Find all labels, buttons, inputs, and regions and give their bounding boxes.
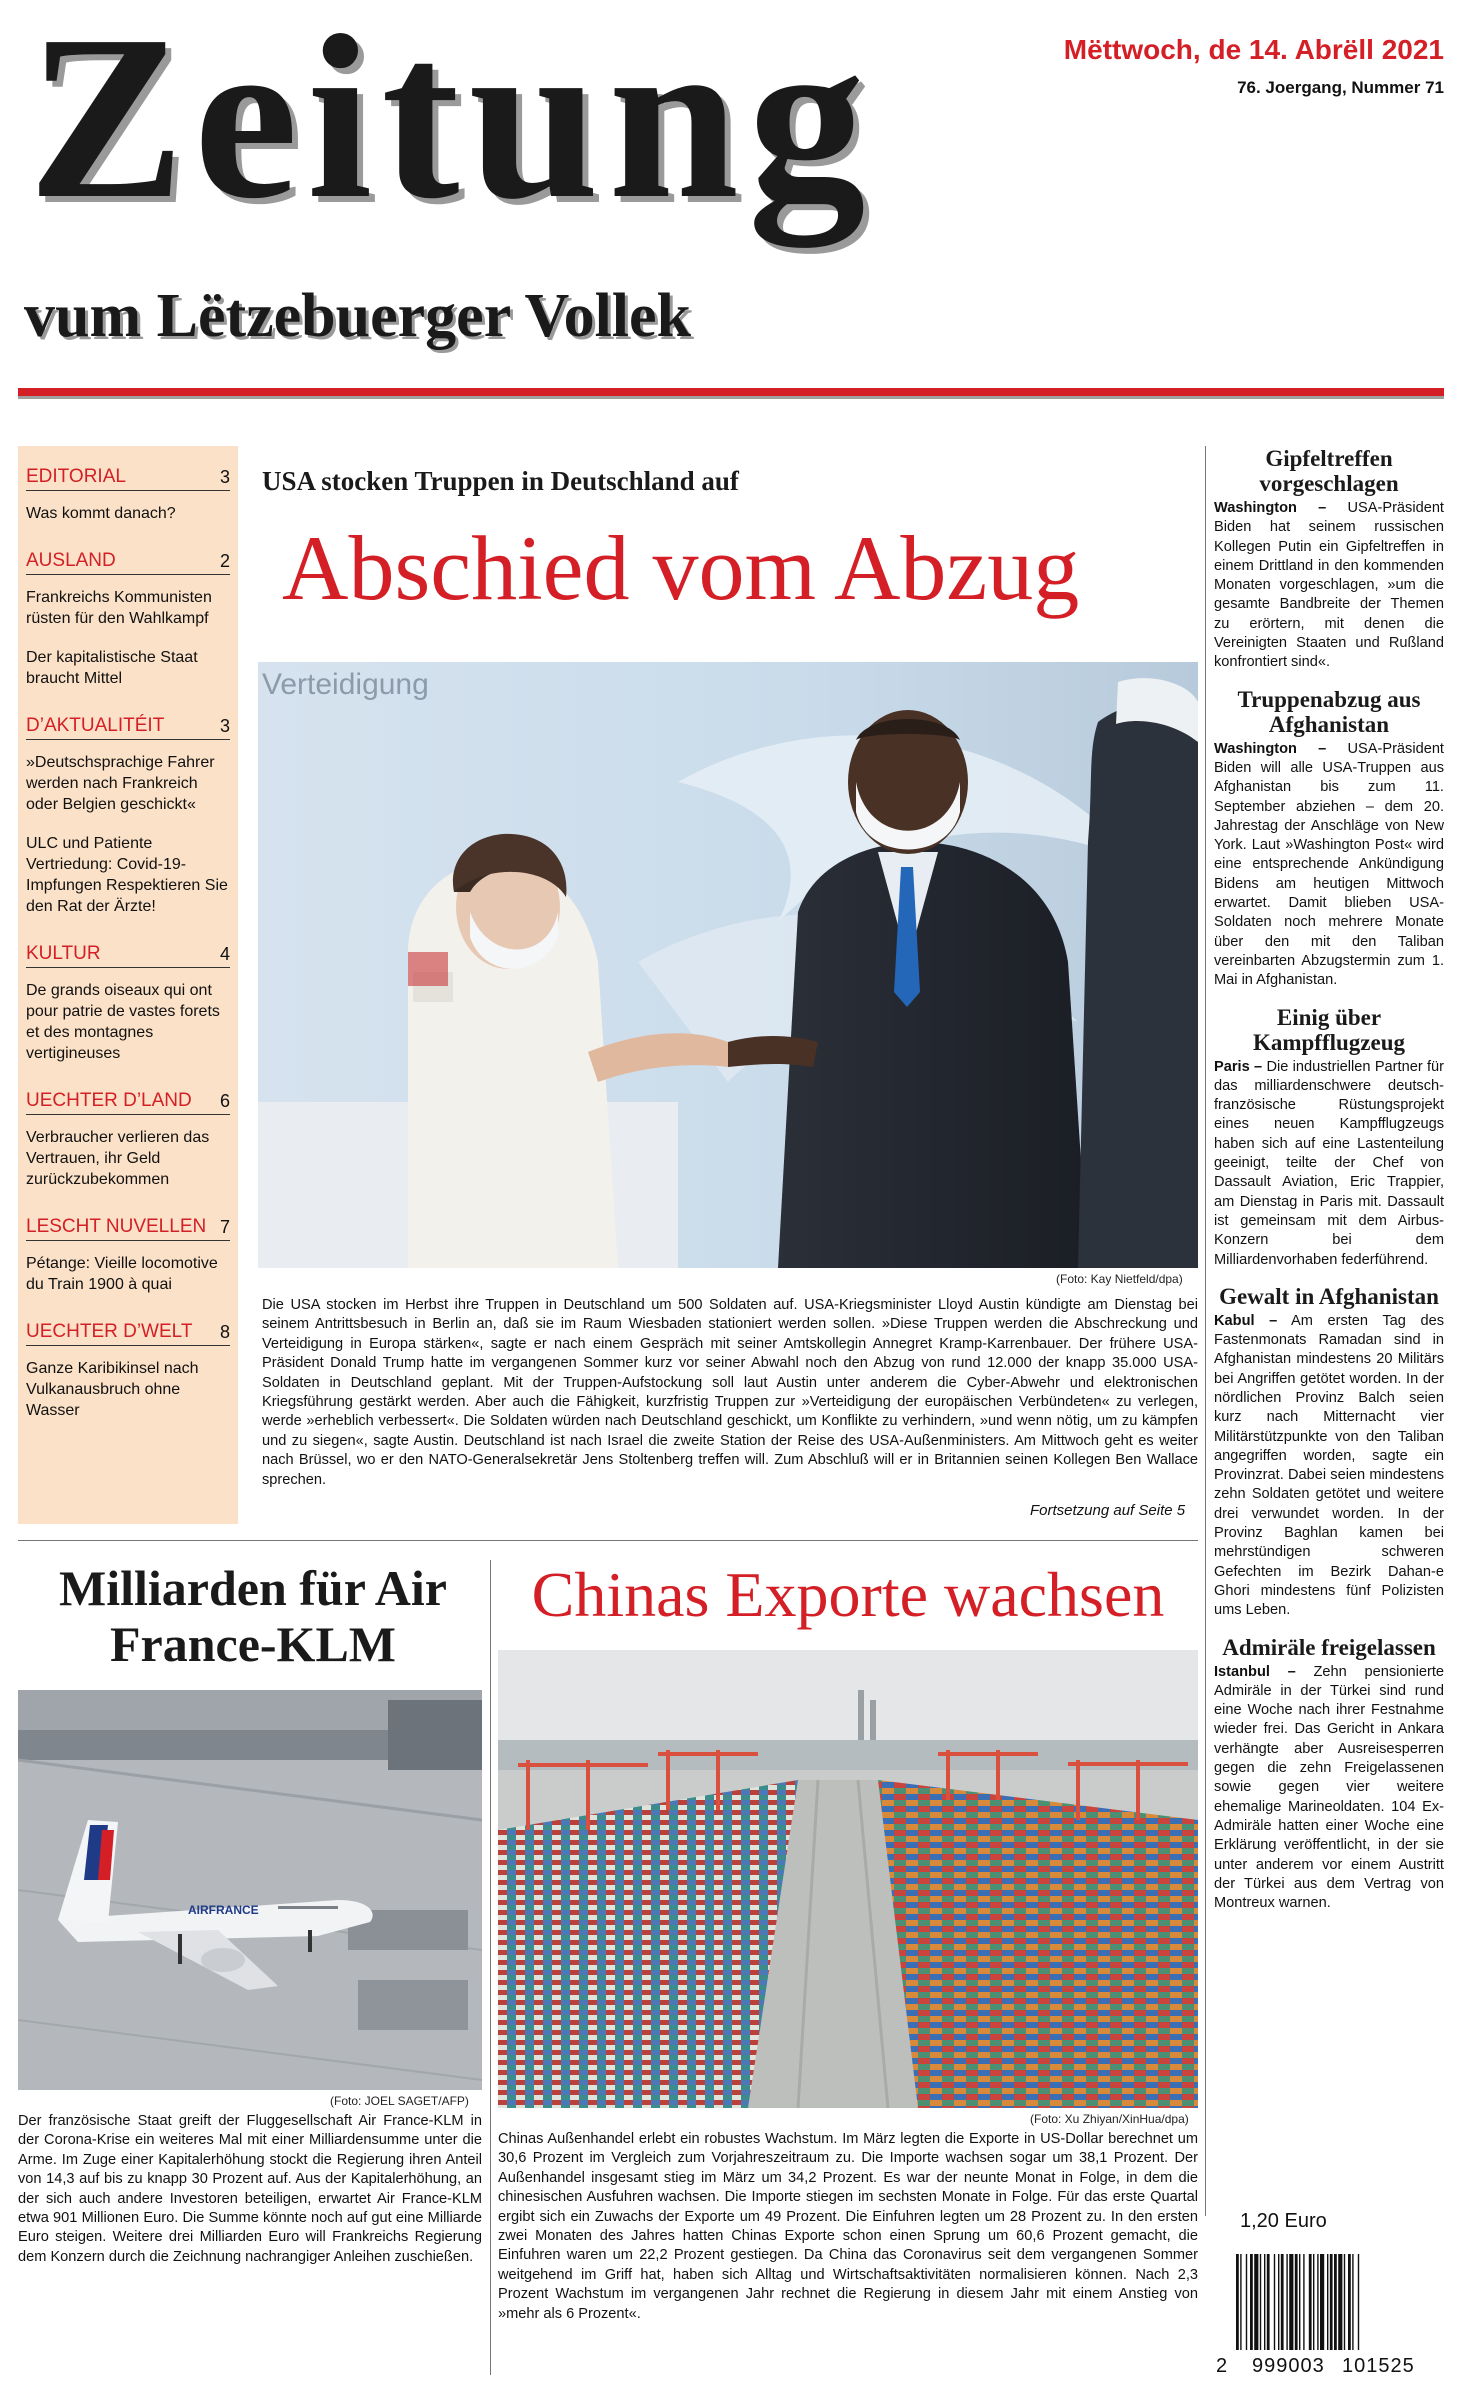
brief-body: [1214, 740, 1444, 991]
brief-item: [1214, 1635, 1444, 1914]
barcode-bar: [1299, 2254, 1300, 2350]
index-item[interactable]: Verbraucher verlieren das Vertrauen, ihr Geld zurückzubekommen: [26, 1129, 210, 1188]
barcode-bar: [1327, 2254, 1328, 2350]
index-section-name: EDITORIAL: [26, 466, 126, 487]
air-france-photo-credit: (Foto: JOEL SAGET/AFP): [330, 2094, 469, 2108]
index-item[interactable]: Der kapitalistische Staat braucht Mittel: [26, 649, 198, 687]
lead-photo-illustration: [258, 662, 1198, 1268]
china-port-photo: [498, 1650, 1198, 2108]
news-briefs: [1214, 446, 1444, 2216]
column-rule: [490, 1560, 491, 2375]
index-section: [26, 1321, 230, 1421]
section-rule: [18, 1540, 1198, 1541]
index-section-heading[interactable]: [26, 1216, 230, 1241]
china-headline[interactable]: Chinas Exporte wachsen: [531, 1559, 1165, 1630]
index-section: [26, 943, 230, 1064]
index-section-name: KULTUR: [26, 943, 101, 964]
barcode-bar: [1348, 2254, 1351, 2350]
index-section: [26, 1216, 230, 1295]
index-item[interactable]: Was kommt danach?: [26, 505, 176, 522]
brief-title[interactable]: Admiräle freigelassen: [1222, 1634, 1436, 1660]
index-section: [26, 1090, 230, 1190]
index-section-heading[interactable]: [26, 550, 230, 575]
index-section: [26, 466, 230, 524]
barcode-bar: [1320, 2254, 1324, 2350]
lead-photo: [258, 662, 1198, 1268]
photo-background-text: Verteidigung: [262, 668, 429, 701]
lead-headline[interactable]: Abschied vom Abzug: [282, 517, 1080, 619]
air-france-body: Der französische Staat greift der Fluggesellschaft Air France-KLM in der Corona-Krise ein weiteres Mal mit einer Milliardensumme unter die Arme. Im Zuge einer Kapitalerhöhung stockt die Regierung ihren Anteil von 14,3 auf bis zu knapp 30 Prozent auf. Aus der Kapitalerhöhung, an der sich auch andere Investoren beteiligen, erwartet Air France-KLM etwa 901 Millionen Euro. Die Summe könnte noch auf gut eine Milliarde Euro steigen. Weitere drei Milliarden Euro will Frankreichs Regierung dem Konzern durch die Zeichnung nachrangiger Anleihen zuschießen.: [18, 2113, 482, 2265]
brief-dateline: Washington –: [1214, 740, 1327, 757]
barcode-bar: [1334, 2254, 1337, 2350]
barcode-bar: [1267, 2254, 1270, 2350]
barcode-bar: [1358, 2254, 1359, 2350]
index-section-name: AUSLAND: [26, 550, 116, 571]
index-item[interactable]: De grands oiseaux qui ont pour patrie de vastes forets et des montagnes vertigineuses: [26, 982, 220, 1062]
brief-text: USA-Präsident Biden hat seinem russischen Kollegen Putin ein Gipfeltreffen in einem Drittland in den kommenden Monaten vorgeschlagen, »um die gesamte Bandbreite der Themen zu erörtern, mit denen die Vereinigten Staaten und Rußland konfrontiert sind«.: [1214, 500, 1444, 671]
air-france-headline[interactable]: Milliarden für Air France-KLM: [59, 1560, 447, 1672]
brief-body: [1214, 1058, 1444, 1270]
plane-livery-text: AIRFRANCE: [188, 1903, 259, 1917]
barcode-digits-right: 101525: [1342, 2355, 1415, 2375]
barcode-bar: [1274, 2254, 1275, 2350]
barcode-bar: [1295, 2254, 1298, 2350]
brief-dateline: Washington –: [1214, 500, 1327, 516]
air-france-photo: [18, 1690, 482, 2090]
barcode-bar: [1330, 2254, 1333, 2350]
brief-text: USA-Präsident Biden will alle USA-Truppen aus Afghanistan bis zum 11. September abziehen – dem 20. Jahrestag der Anschläge von New York. Laut »Washington Post« wird eine entsprechende Ankündigung Bidens am heutigen Mittwoch erwartet. Damit blieben USA-Soldaten noch mehrere Monate über den mit den Taliban vereinbarten Abzugstermin zum 1. Mai in Afghanistan.: [1214, 740, 1444, 989]
lead-body: Die USA stocken im Herbst ihre Truppen in Deutschland um 500 Soldaten auf. USA-Kriegsminister Lloyd Austin kündigte am Dienstag bei seinem Antrittsbesuch in Berlin an, daß sie im Raum Wiesbaden stationiert werden sollen. »Diese Truppen werden die Abschreckung und Verteidigung in Europa stärken«, sagte er nach einem Gespräch mit seiner Amtskollegin Annegret Kramp-Karrenbauer. Der frühere USA-Präsident Donald Trump hatte im vergangenen Sommer kurz vor seiner Abwahl noch den Abzug von rund 12.000 der knapp 35.000 USA-Soldaten in Deutschland geplant. Mit der Truppen-Aufstockung soll laut Austin unter anderem die Cyber-Abwehr und elektronischen Kriegsführung gestärkt werden. Aber auch die Fähigkeit, kurzfristig Truppen zur »Verteidigung der europäischen Verbündeten« zu verlegen, werde »erheblich verbessert«. Die Soldaten würden nach Deutschland geschickt, um Konflikte zu verhindern, »und wenn nötig, um zu kämpfen und zu siegen«, sagte Austin. Deutschland ist nach Israel die zweite Station der Reise des USA-Außenministers. Am Mittwoch geht es weiter nach Brüssel, wo er den NATO-Generalsekretär Jens Stoltenberg treffen will. Zum Abschluß will er in Britannien seinen Kollegen Ben Wallace sprechen.: [262, 1297, 1198, 1488]
index-item[interactable]: Frankreichs Kommunisten rüsten für den Wahlkampf: [26, 589, 212, 627]
barcode-bar: [1260, 2254, 1261, 2350]
barcode-bar: [1352, 2254, 1353, 2350]
barcode-bar: [1264, 2254, 1265, 2350]
index-page-number: 8: [219, 1322, 230, 1342]
lead-photo-credit: (Foto: Kay Nietfeld/dpa): [1056, 1272, 1183, 1286]
china-port-photo-illustration: [498, 1650, 1198, 2108]
barcode-bars: [1214, 2250, 1444, 2375]
brief-title[interactable]: Gipfeltreffen vorgeschlagen: [1259, 446, 1399, 496]
index-page-number: 6: [219, 1091, 230, 1111]
brief-title[interactable]: Gewalt in Afghanistan: [1219, 1283, 1439, 1309]
barcode-digits-left: 999003: [1252, 2355, 1325, 2375]
index-item[interactable]: Pétange: Vieille locomotive du Train 1900 à quai: [26, 1255, 218, 1293]
index-page-number: 7: [219, 1217, 230, 1237]
masthead-rule: [18, 388, 1444, 399]
index-item[interactable]: Ganze Karibikinsel nach Vulkanausbruch ohne Wasser: [26, 1360, 199, 1419]
index-page-number: 3: [219, 716, 230, 736]
brief-item: [1214, 1005, 1444, 1270]
index-section-name: UECHTER D’WELT: [26, 1321, 193, 1342]
index-section-heading[interactable]: [26, 1321, 230, 1346]
barcode-bar: [1250, 2254, 1253, 2350]
brief-body: [1214, 1312, 1444, 1621]
barcode-bar: [1236, 2254, 1239, 2350]
lead-kicker: USA stocken Truppen in Deutschland auf: [262, 466, 739, 496]
brief-text: Am ersten Tag des Fastenmonats Ramadan sind in Afghanistan mindestens 20 Militärs bei Angriffen getötet worden. In der nördlichen Provinz Balch seien kurz nach Mitternacht vier Militärstützpunkte von den Taliban angegriffen worden, sagte ein Provinzrat. Dabei seien mindestens zehn Soldaten getötet und weitere drei verwundet worden. In der Provinz Baghlan kamen bei mehrstündigen schweren Gefechten im Bezirk Dahan-e Ghori mindestens fünf Polizisten ums Leben.: [1214, 1312, 1444, 1619]
brief-text: Die industriellen Partner für das milliardenschwere deutsch-französische Rüstungsprojekt eines neuen Kampfflugzeugs haben sich auf eine Lastenteilung geeinigt, teilte der Chef von Dassault Aviation, Eric Trappier, am Dienstag in Paris mit. Dassault ist gemeinsam mit dem Airbus-Konzern bei dem Milliardenvorhaben federführend.: [1214, 1058, 1445, 1268]
issue-number: 76. Joergang, Nummer 71: [1237, 78, 1444, 97]
brief-item: [1214, 687, 1444, 991]
china-photo-credit: (Foto: Xu Zhiyan/XinHua/dpa): [1030, 2112, 1189, 2126]
column-rule: [1205, 446, 1206, 2216]
index-section-name: UECHTER D’LAND: [26, 1090, 192, 1111]
newspaper-logo: Zeitung: [28, 0, 875, 247]
index-page-number: 3: [219, 467, 230, 487]
barcode-bar: [1303, 2254, 1304, 2350]
barcode: [1214, 2250, 1444, 2375]
index-section-name: LESCHT NUVELLEN: [26, 1216, 207, 1237]
brief-dateline: Paris –: [1214, 1058, 1263, 1075]
newspaper-subtitle: vum Lëtzebuerger Vollek: [24, 282, 692, 350]
index-section-heading[interactable]: [26, 943, 230, 968]
brief-item: [1214, 1284, 1444, 1621]
index-section: [26, 715, 230, 917]
table-of-contents: [18, 446, 238, 1524]
barcode-bar: [1289, 2254, 1293, 2350]
barcode-bar: [1286, 2254, 1287, 2350]
index-item[interactable]: ULC und Patiente Vertriedung: Covid-19-Impfungen Respektieren Sie den Rat der Ärzte!: [26, 835, 228, 915]
index-item[interactable]: »Deutschsprachige Fahrer werden nach Frankreich oder Belgien geschickt«: [26, 754, 215, 813]
barcode-bar: [1240, 2254, 1241, 2350]
index-page-number: 4: [219, 944, 230, 964]
index-section-heading[interactable]: [26, 1090, 230, 1115]
air-france-photo-illustration: [18, 1690, 482, 2090]
barcode-bar: [1338, 2254, 1342, 2350]
brief-item: [1214, 446, 1444, 673]
index-section: [26, 550, 230, 689]
barcode-bar: [1281, 2254, 1284, 2350]
lead-continued[interactable]: Fortsetzung auf Seite 5: [1030, 1502, 1186, 1519]
brief-dateline: Istanbul –: [1214, 1663, 1296, 1680]
index-section-heading[interactable]: [26, 715, 230, 740]
issue-date: Mëttwoch, de 14. Abrëll 2021: [1063, 34, 1444, 65]
barcode-digit-first: 2: [1216, 2355, 1228, 2375]
barcode-bar: [1254, 2254, 1258, 2350]
index-page-number: 2: [219, 551, 230, 571]
barcode-bar: [1344, 2254, 1345, 2350]
barcode-bar: [1313, 2254, 1314, 2350]
brief-title[interactable]: Truppenabzug aus Afghanistan: [1237, 686, 1421, 737]
index-section-name: D’AKTUALITÉIT: [26, 715, 165, 736]
brief-body: [1214, 499, 1444, 673]
brief-body: [1214, 1663, 1444, 1914]
china-body: Chinas Außenhandel erlebt ein robustes Wachstum. Im März legten die Exporte in US-Dollar berechnet um 30,6 Prozent im Vergleich zum Vorjahreszeitraum zu. Die Importe wachsen sogar um 38,1 Prozent. Der Außenhandel insgesamt stieg im März um 34,2 Prozent. Es war der neunte Monat in Folge, in dem die chinesischen Ausfuhren wachsen. Die Importe stiegen im sechsten Monate in Folge. Für das erste Quartal ergibt sich ein Zuwachs der Exporte um 49 Prozent. Die Einfuhren legten um 28 Prozent zu. In den ersten zwei Monaten des Jahres hatten Chinas Exporte schon einen Sprung um 60,6 Prozent gemacht, die Einfuhren waren um 22,2 Prozent gestiegen. Da China das Coronavirus seit dem vergangenen Sommer weitgehend im Griff hat, haben sich Alltag und Wirtschaftsaktivitäten normalisieren können. Nach 2,3 Prozent Wachstum im vergangenen Jahr rechnet die Regierung in diesem Jahr mit einem Anstieg von »mehr als 6 Prozent«.: [498, 2131, 1198, 2322]
masthead: [18, 0, 1444, 400]
brief-text: Zehn pensionierte Admiräle in der Türkei sind rund eine Woche nach ihrer Festnahme wieder frei. Das Gericht in Ankara verhängte aber Ausreisesperren gegen die zehn Freigelassenen sowie gegen vier weitere ehemalige Marineoldaten. 104 Ex-Admiräle hatten einer Woche eine Erklärung veröffentlicht, in der sie unter anderem vor einem Austritt der Türkei aus dem Vertrag von Montreux warnen.: [1214, 1663, 1444, 1912]
index-section-heading[interactable]: [26, 466, 230, 491]
barcode-bar: [1278, 2254, 1279, 2350]
barcode-bar: [1309, 2254, 1312, 2350]
barcode-bar: [1317, 2254, 1318, 2350]
brief-dateline: Kabul –: [1214, 1312, 1278, 1329]
barcode-bar: [1246, 2254, 1247, 2350]
brief-title[interactable]: Einig über Kampfflugzeug: [1252, 1004, 1406, 1055]
cover-price: 1,20 Euro: [1240, 2210, 1327, 2232]
